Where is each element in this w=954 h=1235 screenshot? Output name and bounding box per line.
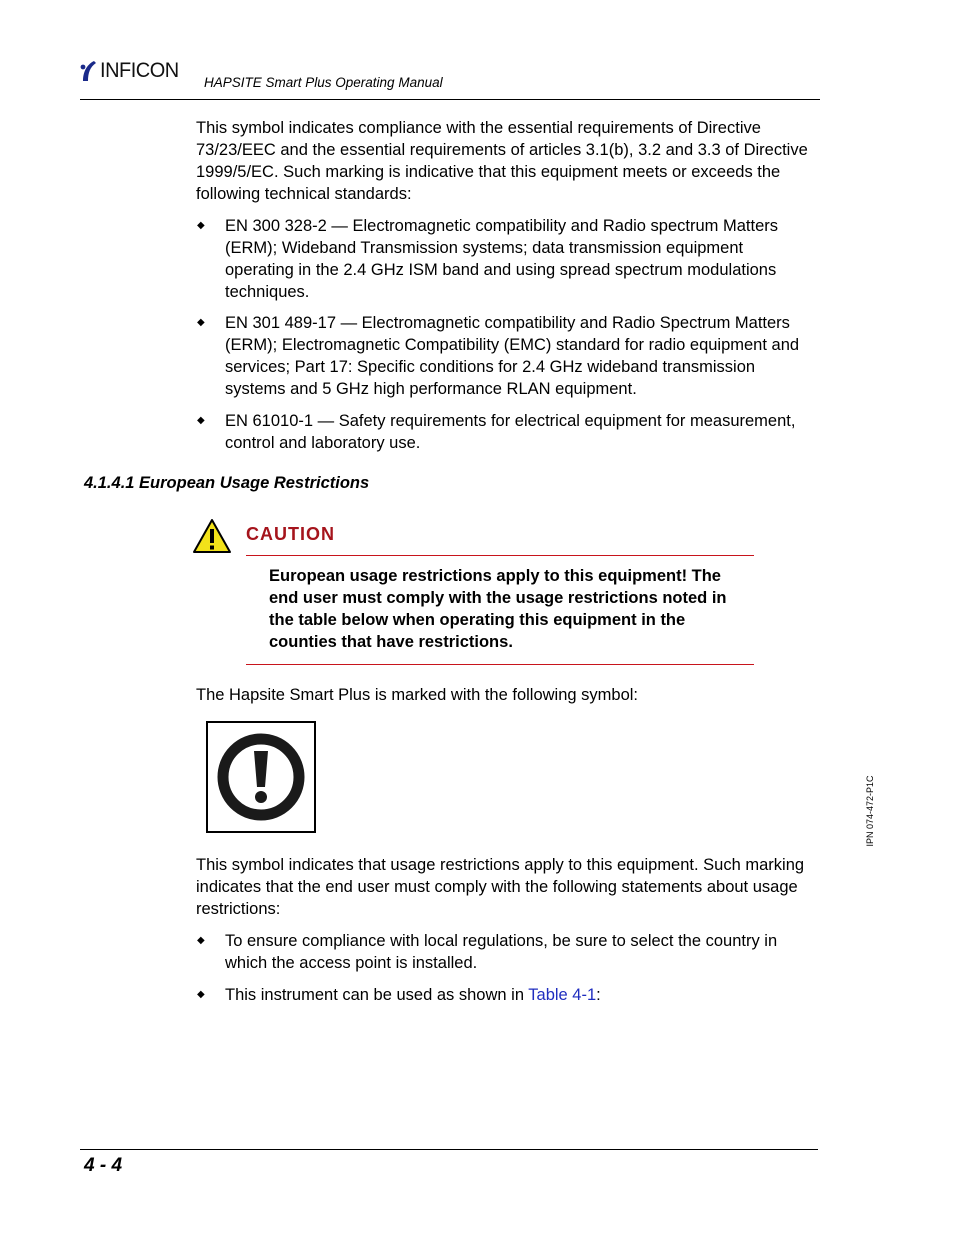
caution-title: CAUTION (246, 524, 335, 544)
caution-text: European usage restrictions apply to this equipment! The end user must comply with the usage restrictions noted in the table below when operating this equipment in the counties that have restrictions. (269, 567, 727, 651)
ipn-label: IPN 074-472-P1C (865, 775, 875, 847)
list-item (196, 930, 816, 974)
exclamation-circle-icon (208, 723, 314, 831)
inficon-logo (80, 58, 183, 84)
table-4-1-link[interactable]: Table 4-1 (528, 986, 597, 1004)
list-item-text: EN 301 489-17 — Electromagnetic compatibility and Radio Spectrum Matters (ERM); Electromagnetic Compatibility (EMC) standard for radio equipment and services; Part 17: Specific conditions for 2.4 GHz wideband transmission systems and 5 GHz high performance RLAN equipment. (225, 314, 800, 398)
list-item (196, 215, 816, 303)
diamond-bullet-icon: ◆ (197, 220, 205, 231)
list-item-text: EN 61010-1 — Safety requirements for electrical equipment for measurement, control and laboratory use. (225, 412, 796, 452)
list-item-text-suffix: : (596, 986, 601, 1004)
list-item-text (225, 984, 601, 1006)
footer-rule (80, 1149, 818, 1150)
logo-text: INFICON (100, 59, 179, 82)
page-number: 4 - 4 (84, 1155, 123, 1176)
header-rule (80, 99, 820, 100)
diamond-bullet-icon: ◆ (197, 989, 205, 1000)
inficon-logo-mark-icon (80, 59, 98, 83)
restrictions-paragraph: This symbol indicates that usage restrictions apply to this equipment. Such marking indicates that the end user must comply with the following statements about usage restrictions: (196, 856, 805, 918)
list-item-text: EN 300 328-2 — Electromagnetic compatibility and Radio spectrum Matters (ERM); Wideband Transmission systems; data transmission equipment operating in the 2.4 GHz ISM band and using spread spectrum modulations techniques. (225, 217, 778, 301)
list-item (196, 984, 816, 1006)
warning-triangle-icon (192, 518, 232, 554)
intro-paragraph: This symbol indicates compliance with the essential requirements of Directive 73/23/EEC and the essential requirements of articles 3.1(b), 3.2 and 3.3 of Directive 1999/5/EC. Such marking is indicative that this equipment meets or exceeds the following technical standards: (196, 119, 808, 203)
list-item (196, 410, 816, 454)
diamond-bullet-icon: ◆ (197, 415, 205, 426)
marked-paragraph: The Hapsite Smart Plus is marked with the following symbol: (196, 686, 639, 704)
list-item-text: To ensure compliance with local regulations, be sure to select the country in which the access point is installed. (225, 932, 778, 972)
diamond-bullet-icon: ◆ (197, 317, 205, 328)
diamond-bullet-icon: ◆ (197, 935, 205, 946)
caution-top-rule (246, 555, 754, 556)
caution-bottom-rule (246, 664, 754, 665)
section-heading: 4.1.4.1 European Usage Restrictions (84, 474, 370, 492)
usage-restriction-symbol (206, 721, 316, 833)
manual-title: HAPSITE Smart Plus Operating Manual (204, 75, 443, 90)
list-item-text-prefix: This instrument can be used as shown in (225, 986, 529, 1004)
list-item (196, 312, 816, 400)
